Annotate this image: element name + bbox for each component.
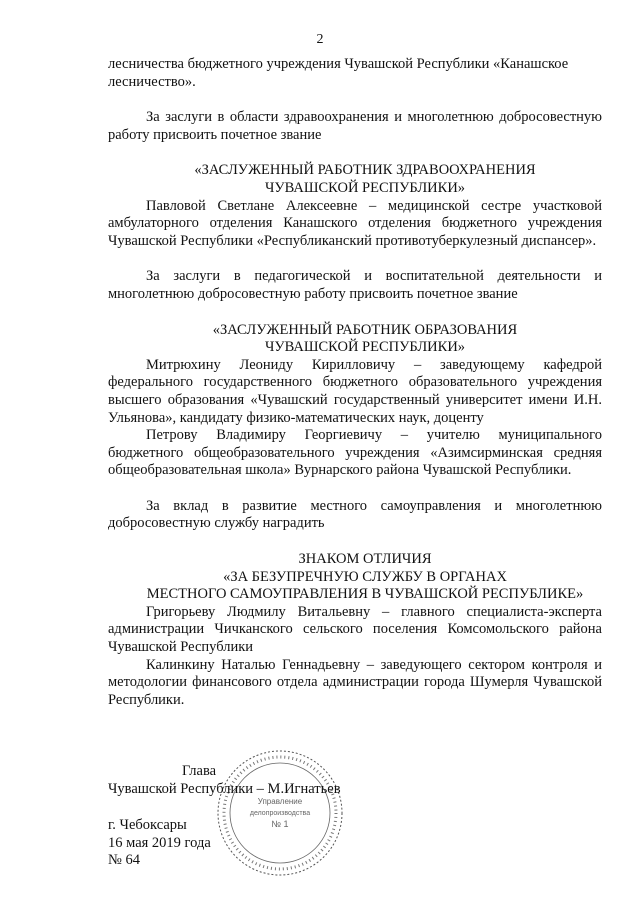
signature-name: Чувашской Республики – М.Игнатьев bbox=[108, 780, 341, 797]
local-gov-awardee-2: Калинкину Наталью Геннадьевну – заведующего сектором контроля и методологии финансового отдела администрации города Шумерля Чувашской Республики. bbox=[108, 656, 602, 708]
intro-line-1: лесничества бюджетного учреждения Чувашской Республики «Канашское bbox=[108, 56, 569, 72]
education-award-title bbox=[108, 322, 602, 357]
local-gov-title-line-3: МЕСТНОГО САМОУПРАВЛЕНИЯ В ЧУВАШСКОЙ РЕСПУБЛИКЕ» bbox=[146, 586, 584, 603]
education-title-line-1: «ЗАСЛУЖЕННЫЙ РАБОТНИК ОБРАЗОВАНИЯ bbox=[212, 321, 518, 338]
education-title-line-2: ЧУВАШСКОЙ РЕСПУБЛИКИ» bbox=[264, 339, 466, 356]
health-title-line-2: ЧУВАШСКОЙ РЕСПУБЛИКИ» bbox=[264, 179, 466, 196]
education-awardee-2: Петрову Владимиру Георгиевичу – учителю муниципального бюджетного общеобразовательного учреждения «Азимсирминская средняя общеобразовательная школа» Вурнарского района Чувашской Республики. bbox=[108, 427, 602, 479]
seal-text-1: Управление bbox=[257, 797, 303, 806]
health-award-title bbox=[108, 162, 602, 197]
local-gov-title-line-1: ЗНАКОМ ОТЛИЧИЯ bbox=[298, 551, 432, 568]
seal-text-2: делопроизводства bbox=[249, 810, 311, 817]
signature-place: г. Чебоксары bbox=[108, 817, 187, 834]
health-awardee: Павловой Светлане Алексеевне – медицинской сестре участковой амбулаторного отделения Канашского отделения бюджетного учреждения Чувашской Республики «Республиканский противотуберкулезный диспансер». bbox=[108, 197, 602, 249]
document-body bbox=[108, 56, 602, 709]
document-number: № 64 bbox=[108, 852, 140, 869]
signature-block bbox=[108, 763, 508, 870]
health-title-line-1: «ЗАСЛУЖЕННЫЙ РАБОТНИК ЗДРАВООХРАНЕНИЯ bbox=[194, 162, 536, 179]
education-awardee-1: Митрюхину Леониду Кирилловичу – заведующему кафедрой федерального государственного бюджетного образовательного учреждения высшего образования «Чувашский государственный университет имени И.Н. Ульянова», кандидату физико-математических наук, доценту bbox=[108, 356, 602, 426]
education-preamble: За заслуги в педагогической и воспитательной деятельности и многолетнюю добросовестную работу присвоить почетное звание bbox=[108, 268, 602, 302]
intro-text bbox=[108, 56, 602, 91]
intro-line-2: лесничество». bbox=[108, 73, 196, 90]
local-gov-preamble: За вклад в развитие местного самоуправления и многолетнюю добросовестную службу наградить bbox=[108, 497, 602, 532]
seal-text-3: № 1 bbox=[271, 819, 289, 829]
page-number: 2 bbox=[316, 32, 324, 47]
local-gov-title-line-2: «ЗА БЕЗУПРЕЧНУЮ СЛУЖБУ В ОРГАНАХ bbox=[223, 568, 507, 585]
local-gov-award-title bbox=[108, 551, 602, 604]
health-preamble: За заслуги в области здравоохранения и многолетнюю добросовестную работу присвоить почетное звание bbox=[108, 109, 602, 143]
local-gov-awardee-1: Григорьеву Людмилу Витальевну – главного специалиста-эксперта администрации Чичканского сельского поселения Комсомольского района Чувашской Республики bbox=[108, 603, 602, 656]
signature-title: Глава bbox=[182, 763, 217, 779]
signature-date: 16 мая 2019 года bbox=[108, 834, 211, 851]
